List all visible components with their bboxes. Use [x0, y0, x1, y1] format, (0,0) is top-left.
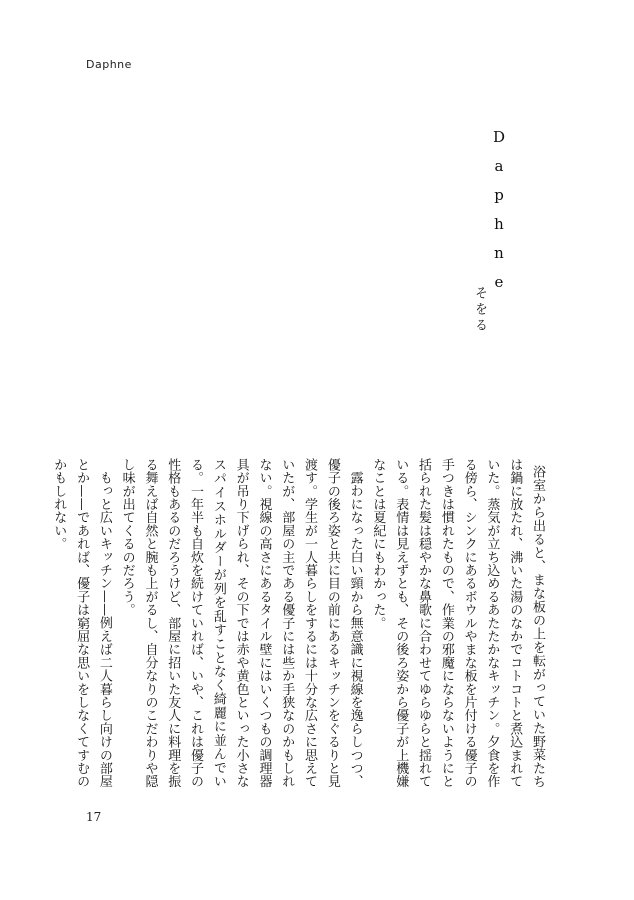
body-text: [51, 458, 548, 788]
author-name: そをる: [472, 286, 487, 334]
story-title: Daphne: [490, 128, 508, 302]
page-number: 17: [86, 810, 102, 824]
paragraph-2: 露わになった白い頸から無意識に視線を逸らしつつ、優子の後ろ姿と共に目の前にあるキッチンをぐるりと見渡す。学生が一人暮らしをするには十分な広さに思えていたが、部屋の主である優子には些か手狭なのかもしれない。視線の高さにあるタイル壁にはいくつもの調理器具が吊り下げられ、その下では赤や黄色といった小さなスパイスホルダーが列を乱すことなく綺麗に並んでいる。一年半も自炊を続けていれば、いや、これは優子の性格もあるのだろうけど、部屋に招いた友人に料理を振る舞えば自然と腕も上がるし、自分なりのこだわりや隠し味が出てくるのだろう。: [119, 458, 363, 788]
paragraph-3: もっと広いキッチン——例えば二人暮らし向けの部屋とか——であれば、優子は窮屈な思いをしなくてすむのかもしれない。: [51, 458, 112, 788]
running-head: Daphne: [86, 58, 132, 71]
paragraph-1: 浴室から出ると、まな板の上を転がっていた野菜たちは鍋に放たれ、沸いた湯のなかでコトコトと煮込まれていた。蒸気が立ち込めるあたたかなキッチン。夕食を作る傍ら、シンクにあるボウルやまな板を片付ける優子の手つきは慣れたもので、作業の邪魔にならないようにと括られた髪は穏やかな鼻歌に合わせてゆらゆらと揺れている。表情は見えずとも、その後ろ姿から優子が上機嫌なことは夏紀にもわかった。: [370, 458, 545, 788]
